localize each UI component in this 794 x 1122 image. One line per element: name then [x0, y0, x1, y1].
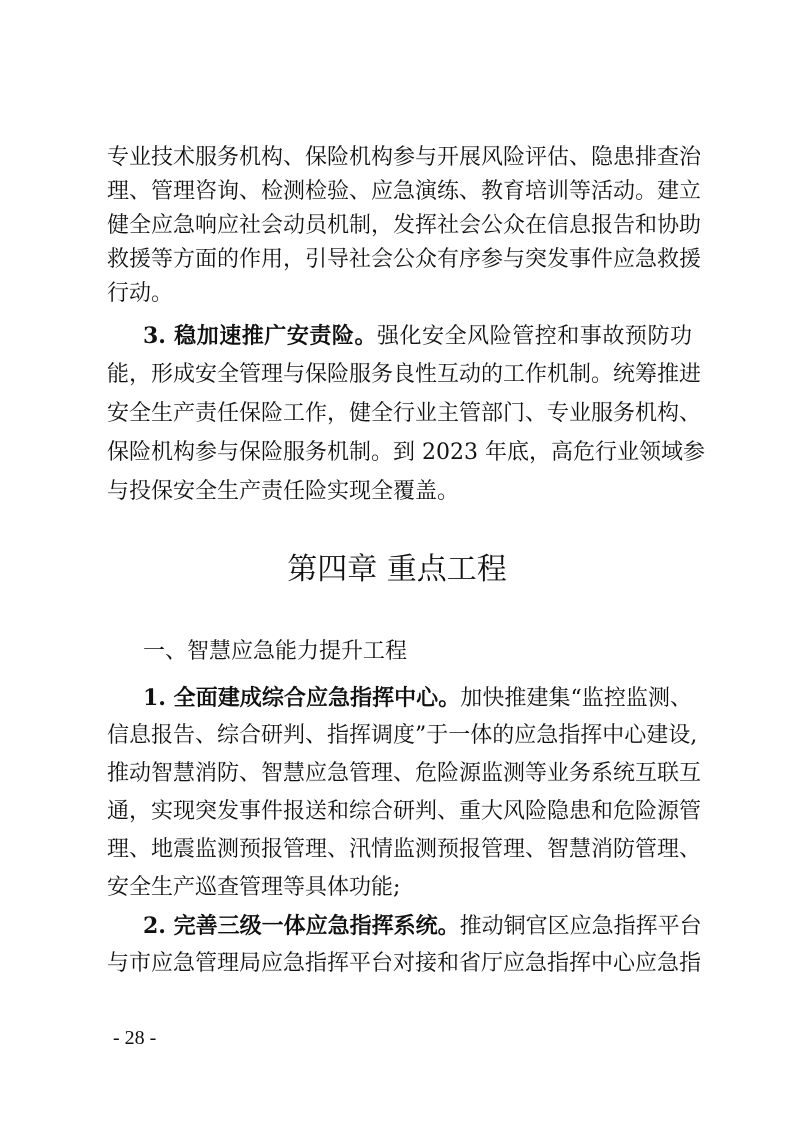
text-line: 安全生产巡查管理等具体功能;: [107, 875, 401, 900]
text-line: 理、地震监测预报管理、汛情监测预报管理、智慧消防管理、: [107, 837, 702, 862]
text-line: [143, 909, 702, 943]
text-line: 信息报告、综合研判、指挥调度”于一体的应急指挥中心建设,: [107, 723, 698, 748]
text-line: 推动智慧消防、智慧应急管理、危险源监测等业务系统互联互: [107, 761, 702, 786]
text-line: 专业技术服务机构、保险机构参与开展风险评估、隐患排查治: [107, 145, 702, 170]
text-line: 通，实现突发事件报送和综合研判、重大风险隐患和危险源管: [107, 799, 702, 824]
text-line: 与市应急管理局应急指挥平台对接和省厅应急指挥中心应急指: [107, 951, 702, 976]
section-title: 一、智慧应急能力提升工程: [143, 639, 408, 664]
text-line: [143, 681, 692, 715]
text-line: [143, 319, 692, 353]
chapter-title: 第四章 重点工程: [287, 552, 507, 587]
text-span: 推动铜官区应急指挥平台: [459, 914, 702, 939]
text-span: 强化安全风险管控和事故预防功: [377, 324, 692, 349]
text-line: 健全应急响应社会动员机制，发挥社会公众在信息报告和协助: [107, 213, 702, 238]
paragraph-lead: 3. 稳加速推广安责险。: [143, 323, 377, 349]
text-line: 行动。: [107, 281, 174, 306]
paragraph-lead: 1. 全面建成综合应急指挥中心。: [143, 685, 461, 711]
text-span: 加快推建集“监控监测、: [460, 686, 692, 711]
paragraph-lead: 2. 完善三级一体应急指挥系统。: [143, 913, 460, 939]
text-line: 与投保安全生产责任险实现全覆盖。: [107, 479, 460, 504]
text-line: 安全生产责任保险工作，健全行业主管部门、专业服务机构、: [107, 401, 702, 426]
text-line: 救援等方面的作用，引导社会公众有序参与突发事件应急救援: [107, 247, 702, 272]
text-line: 理、管理咨询、检测检验、应急演练、教育培训等活动。建立: [107, 179, 702, 204]
text-line: 保险机构参与保险服务机制。到 2023 年底，高危行业领域参: [107, 440, 705, 465]
text-line: 能，形成安全管理与保险服务良性互动的工作机制。统筹推进: [107, 362, 702, 387]
page-number: - 28 -: [113, 1027, 157, 1049]
